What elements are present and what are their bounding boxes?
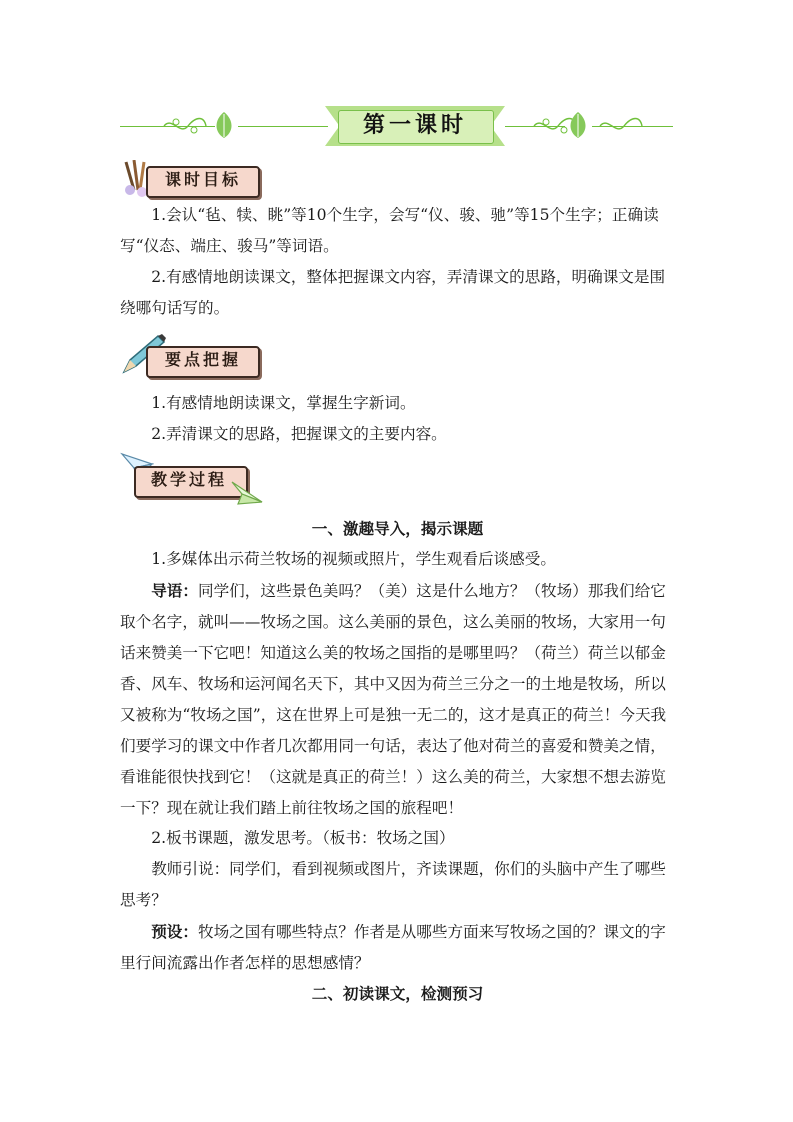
- paper-plane-green-icon: [230, 476, 264, 506]
- preset-text: 牧场之国有哪些特点？作者是从哪些方面来写牧场之国的？课文的字里行间流露出作者怎样的思想感情？: [120, 923, 666, 972]
- intro-paragraph: [120, 575, 675, 824]
- process-item-1: 1.多媒体出示荷兰牧场的视频或照片，学生观看后谈感受。: [151, 550, 556, 568]
- teacher-prompt: 教师引说：同学们，看到视频或图片，齐读课题，你们的头脑中产生了哪些思考？: [120, 860, 666, 909]
- section-label-objectives: [120, 164, 260, 196]
- lesson-title: 第一课时: [362, 113, 467, 138]
- intro-label: 导语：: [151, 581, 198, 600]
- process-heading-2: 二、初读课文，检测预习: [311, 984, 484, 1003]
- right-leaf-icon: [566, 110, 590, 140]
- process-heading-1: 一、激趣导入，揭示课题: [311, 519, 484, 538]
- section-label-objectives-text: 课时目标: [164, 170, 241, 189]
- section-label-key-points: [120, 344, 260, 376]
- left-divider-line-2: [238, 126, 328, 127]
- key-point-1: 1.有感情地朗读课文，掌握生字新词。: [151, 394, 416, 412]
- section-label-process: [120, 464, 260, 496]
- objective-2: 2.有感情地朗读课文，整体把握课文内容，弄清课文的思路，明确课文是围绕哪句话写的。: [120, 268, 666, 317]
- preset-label: 预设：: [151, 922, 198, 941]
- objective-1: 1.会认“毡、犊、眺”等10个生字，会写“仪、骏、驰”等15个生字；正确读写“仪态、端庄、骏马”等词语。: [120, 206, 659, 255]
- lesson-title-banner: [120, 100, 673, 152]
- left-leaf-icon: [212, 110, 236, 140]
- intro-text: 同学们，这些景色美吗？（美）这是什么地方？（牧场）那我们给它取个名字，就叫——牧场之国。这么美丽的景色，这么美丽的牧场，大家用一句话来赞美一下它吧！知道这么美的牧场之国指的是哪里吗？（荷兰）荷兰以郁金香、风车、牧场和运河闻名天下，其中又因为荷兰三分之一的土地是牧场，所以又被称为“牧场之国”，这在世界上可是独一无二的，这才是真正的荷兰！今天我们要学习的课文中作者几次都用同一句话，表达了他对荷兰的喜爱和赞美之情，看谁能很快找到它！（这就是真正的荷兰！）这么美的荷兰，大家想不想去游览一下？现在就让我们踏上前往牧场之国的旅程吧！: [120, 582, 667, 817]
- section-label-key-points-text: 要点把握: [164, 350, 241, 369]
- process-item-2: 2.板书课题，激发思考。（板书：牧场之国）: [151, 829, 455, 847]
- preset-paragraph: [120, 916, 675, 979]
- left-vine-ornament-icon: [162, 114, 208, 138]
- key-point-2: 2.弄清课文的思路，把握课文的主要内容。: [151, 425, 447, 443]
- section-label-process-text: 教学过程: [150, 470, 227, 489]
- right-vine-ornament-icon-2: [598, 114, 644, 138]
